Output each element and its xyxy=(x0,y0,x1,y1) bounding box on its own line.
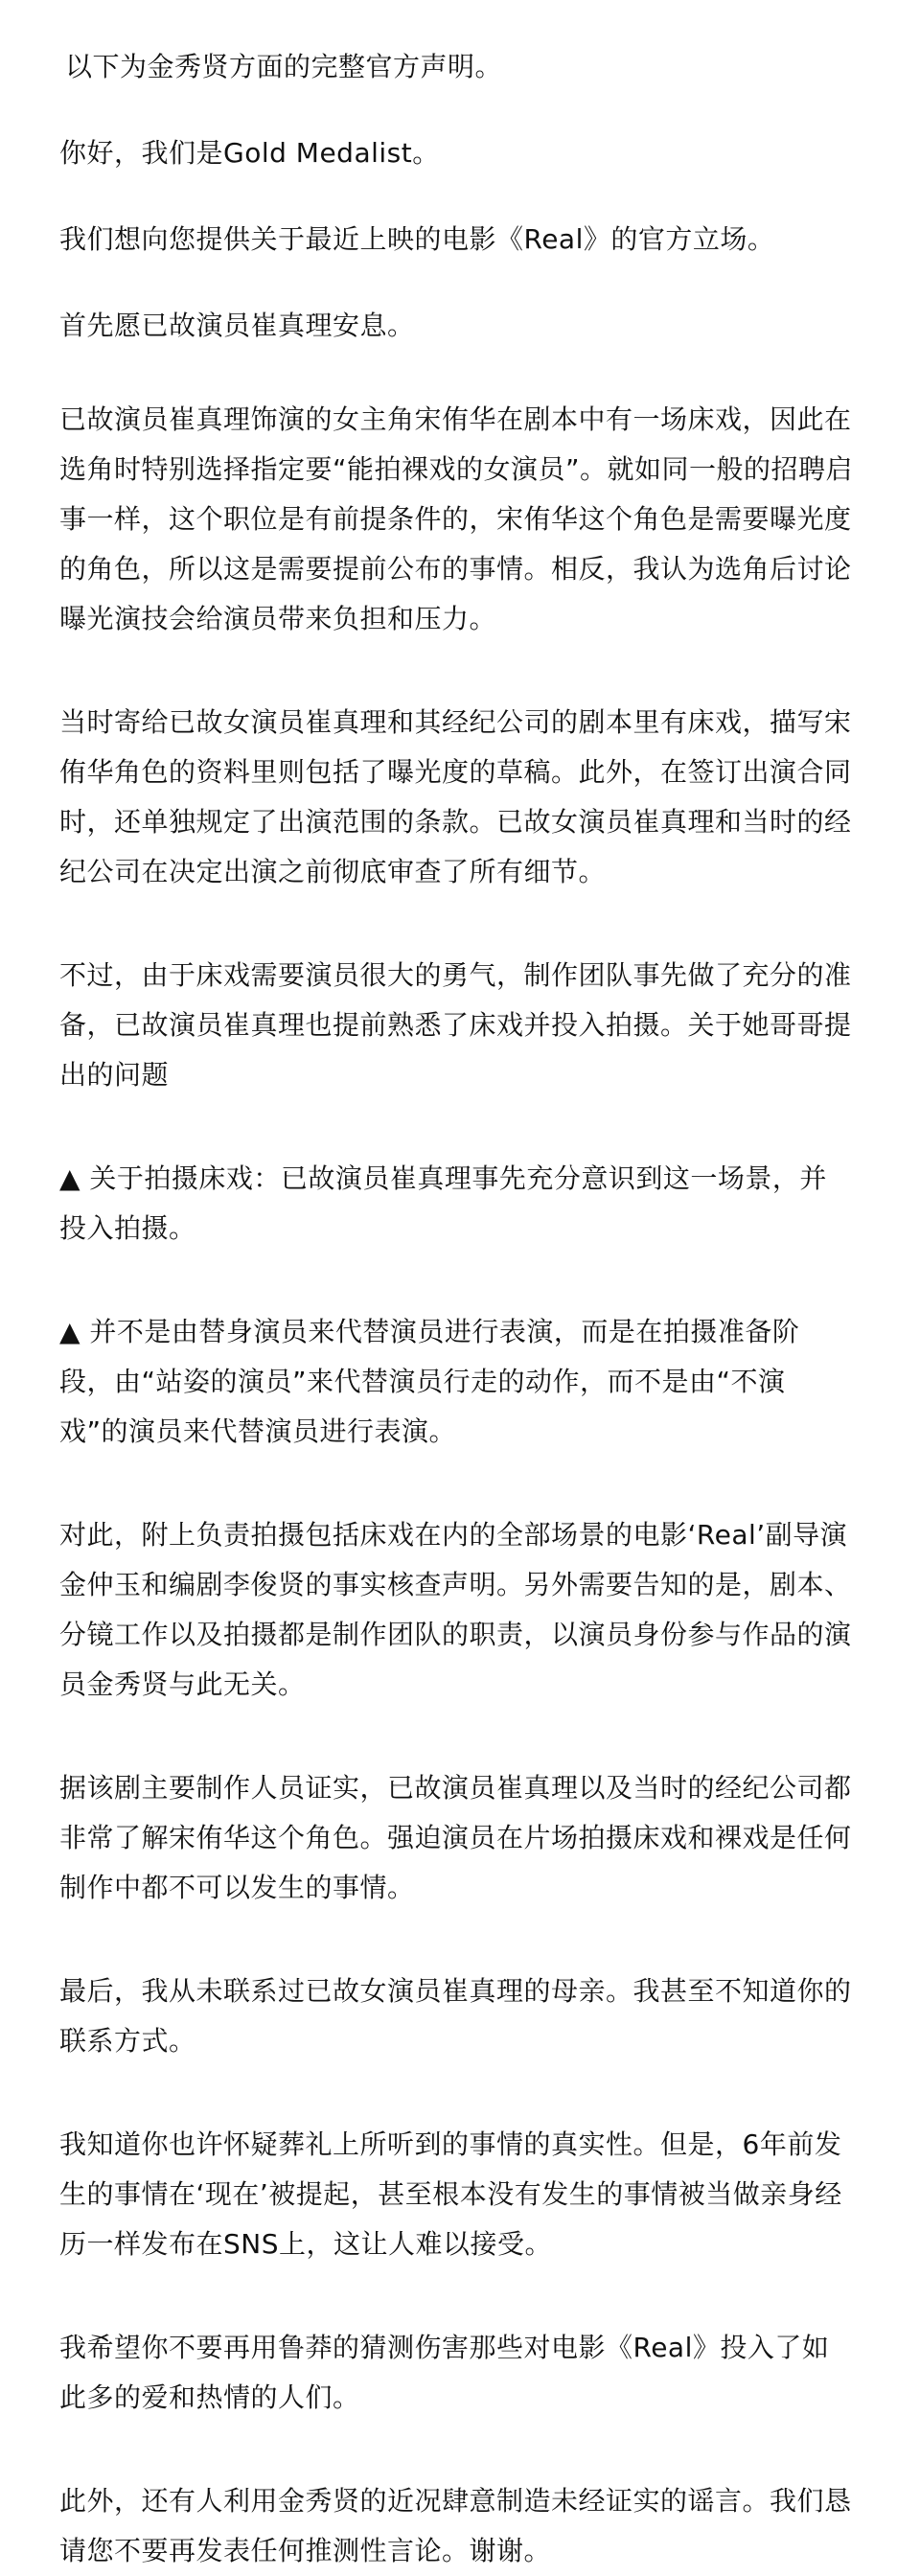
paragraph-intro: 以下为金秀贤方面的完整官方声明。 xyxy=(65,51,503,82)
paragraph-staff-confirmation: 据该剧主要制作人员证实，已故演员崔真理以及当时的经纪公司都非常了解宋侑华这个角色。强迫演员在片场拍摄床戏和裸戏是任何制作中都不可以发生的事情。 xyxy=(59,1772,852,1903)
paragraph-purpose: 我们想向您提供关于最近上映的电影《Real》的官方立场。 xyxy=(59,223,775,255)
paragraph-request: 我希望你不要再用鲁莽的猜测伤害那些对电影《Real》投入了如此多的爱和热情的人们。 xyxy=(59,2332,830,2413)
paragraph-point-2: ▲ 并不是由替身演员来代替演员进行表演，而是在拍摄准备阶段，由“站姿的演员”来代替演员行走的动作，而不是由“不演戏”的演员来代替演员进行表演。 xyxy=(59,1316,800,1447)
paragraph-condolence: 首先愿已故演员崔真理安息。 xyxy=(59,310,415,341)
paragraph-greeting: 你好，我们是Gold Medalist。 xyxy=(59,137,440,169)
paragraph-point-1: ▲ 关于拍摄床戏：已故演员崔真理事先充分意识到这一场景，并投入拍摄。 xyxy=(59,1162,827,1244)
paragraph-script: 当时寄给已故女演员崔真理和其经纪公司的剧本里有床戏，描写宋侑华角色的资料里则包括了曝光度的草稿。此外，在签订出演合同时，还单独规定了出演范围的条款。已故女演员崔真理和当时的经纪公司在决定出演之前彻底审查了所有细节。 xyxy=(59,706,852,887)
paragraph-contact: 最后，我从未联系过已故女演员崔真理的母亲。我甚至不知道你的联系方式。 xyxy=(59,1975,852,2057)
paragraph-casting: 已故演员崔真理饰演的女主角宋侑华在剧本中有一场床戏，因此在选角时特别选择指定要“能拍裸戏的女演员”。就如同一般的招聘启事一样，这个职位是有前提条件的，宋侑华这个角色是需要曝光度的角色，所以这是需要提前公布的事情。相反，我认为选角后讨论曝光演技会给演员带来负担和压力。 xyxy=(59,403,854,634)
paragraph-factcheck: 对此，附上负责拍摄包括床戏在内的全部场景的电影‘Real’副导演金仲玉和编剧李俊贤的事实核查声明。另外需要告知的是，剧本、分镜工作以及拍摄都是制作团队的职责，以演员身份参与作品的演员金秀贤与此无关。 xyxy=(59,1519,852,1700)
paragraph-closing: 此外，还有人利用金秀贤的近况肆意制造未经证实的谣言。我们恳请您不要再发表任何推测性言论。谢谢。 xyxy=(59,2485,852,2566)
paragraph-sns: 我知道你也许怀疑葬礼上所听到的事情的真实性。但是，6年前发生的事情在‘现在’被提起，甚至根本没有发生的事情被当做亲身经历一样发布在SNS上，这让人难以接受。 xyxy=(59,2128,842,2260)
paragraph-preparation: 不过，由于床戏需要演员很大的勇气，制作团队事先做了充分的准备，已故演员崔真理也提前熟悉了床戏并投入拍摄。关于她哥哥提出的问题 xyxy=(59,959,852,1091)
